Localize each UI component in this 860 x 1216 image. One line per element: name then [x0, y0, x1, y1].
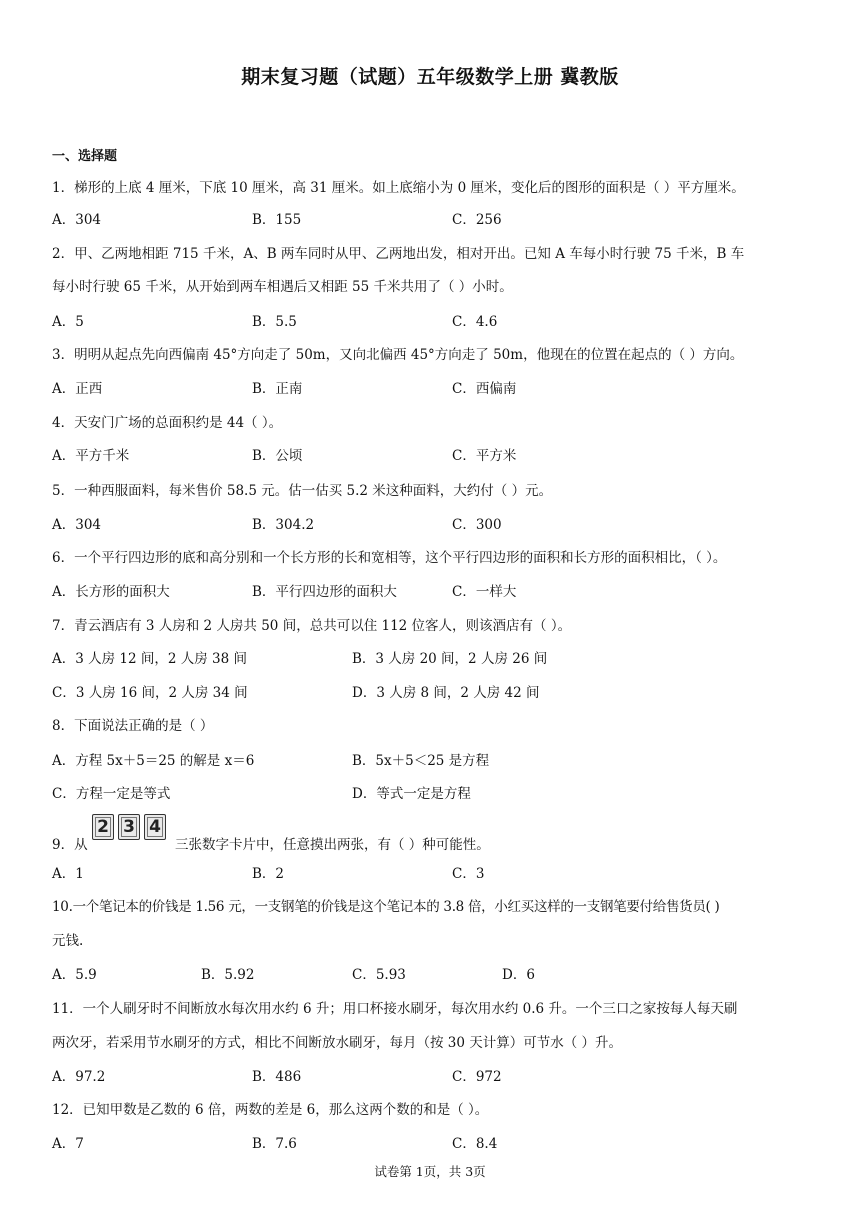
question-2-option-c[interactable]: C．4.6	[452, 314, 498, 330]
question-3-option-c[interactable]: C．西偏南	[452, 381, 517, 397]
question-3-option-a[interactable]: A．正西	[52, 381, 103, 397]
number-card-3	[118, 814, 140, 840]
question-4-option-c[interactable]: C．平方米	[452, 448, 517, 464]
question-11-option-c[interactable]: C．972	[452, 1069, 502, 1085]
question-12-text: 12．已知甲数是乙数的 6 倍，两数的差是 6，那么这两个数的和是（ ）。	[52, 1102, 489, 1118]
question-8-text: 8．下面说法正确的是（ ）	[52, 718, 214, 734]
question-5-text: 5．一种西服面料，每米售价 58.5 元。估一估买 5.2 米这种面料，大约付（ ）元。	[52, 483, 553, 499]
question-11-text-line2: 两次牙，若采用节水刷牙的方式，相比不间断放水刷牙，每月（按 30 天计算）可节水（ ）升。	[52, 1035, 623, 1051]
question-2-text-line1: 2．甲、乙两地相距 715 千米，A、B 两车同时从甲、乙两地出发，相对开出。已知 A 车每小时行驶 75 千米，B 车	[52, 246, 745, 262]
section-heading: 一、选择题	[52, 149, 118, 164]
question-1-option-a[interactable]: A．304	[52, 212, 102, 228]
question-9-option-b[interactable]: B．2	[252, 866, 285, 882]
question-9-option-c[interactable]: C．3	[452, 866, 485, 882]
question-6-option-c[interactable]: C．一样大	[452, 584, 517, 600]
question-7-text: 7．青云酒店有 3 人房和 2 人房共 50 间，总共可以住 112 位客人，则该酒店有（ ）。	[52, 618, 572, 634]
number-card-4	[144, 814, 166, 840]
question-10-option-d[interactable]: D．6	[502, 967, 535, 983]
question-8-option-c[interactable]: C．方程一定是等式	[52, 786, 171, 802]
question-9-option-a[interactable]: A．1	[52, 866, 84, 882]
question-11-option-a[interactable]: A．97.2	[52, 1069, 106, 1085]
question-6-text: 6．一个平行四边形的底和高分别和一个长方形的长和宽相等，这个平行四边形的面积和长方形的面积相比，（ ）。	[52, 550, 727, 566]
question-10-option-b[interactable]: B．5.92	[201, 967, 255, 983]
question-10-text-line2: 元钱.	[52, 933, 84, 949]
question-2-option-b[interactable]: B．5.5	[252, 314, 297, 330]
question-3-text: 3．明明从起点先向西偏南 45°方向走了 50m，又向北偏西 45°方向走了 50m，他现在的位置在起点的（ ）方向。	[52, 347, 744, 363]
question-5-option-a[interactable]: A．304	[52, 517, 102, 533]
number-card-3-digit: 3	[123, 817, 135, 837]
question-8-option-a[interactable]: A．方程 5x＋5＝25 的解是 x＝6	[52, 753, 255, 769]
question-6-option-a[interactable]: A．长方形的面积大	[52, 584, 170, 600]
number-card-2-digit: 2	[97, 817, 109, 837]
question-5-option-c[interactable]: C．300	[452, 517, 502, 533]
question-10-option-c[interactable]: C．5.93	[352, 967, 406, 983]
question-10-text-line1: 10.一个笔记本的价钱是 1.56 元，一支钢笔的价钱是这个笔记本的 3.8 倍，小红买这样的一支钢笔要付给售货员( )	[52, 899, 720, 915]
question-8-option-d[interactable]: D．等式一定是方程	[352, 786, 471, 802]
question-4-option-a[interactable]: A．平方千米	[52, 448, 130, 464]
question-6-option-b[interactable]: B．平行四边形的面积大	[252, 584, 397, 600]
question-10-option-a[interactable]: A．5.9	[52, 967, 97, 983]
question-4-text: 4．天安门广场的总面积约是 44（ ）。	[52, 415, 283, 431]
question-12-option-a[interactable]: A．7	[52, 1136, 84, 1152]
question-8-option-b[interactable]: B．5x＋5＜25 是方程	[352, 753, 490, 769]
question-11-option-b[interactable]: B．486	[252, 1069, 302, 1085]
question-3-option-b[interactable]: B．正南	[252, 381, 303, 397]
question-2-text-line2: 每小时行驶 65 千米，从开始到两车相遇后又相距 55 千米共用了（ ）小时。	[52, 279, 513, 295]
number-card-4-digit: 4	[149, 817, 161, 837]
question-9-prefix: 9．从	[52, 837, 88, 853]
question-4-option-b[interactable]: B．公顷	[252, 448, 303, 464]
question-1-option-c[interactable]: C．256	[452, 212, 502, 228]
question-11-text-line1: 11．一个人刷牙时不间断放水每次用水约 6 升；用口杯接水刷牙，每次用水约 0.6 升。一个三口之家按每人每天刷	[52, 1001, 738, 1017]
question-1-option-b[interactable]: B．155	[252, 212, 302, 228]
question-7-option-a[interactable]: A．3 人房 12 间，2 人房 38 间	[52, 651, 248, 667]
question-7-option-c[interactable]: C．3 人房 16 间，2 人房 34 间	[52, 685, 248, 701]
page-title: 期末复习题（试题）五年级数学上册 冀教版	[241, 66, 619, 88]
question-7-option-d[interactable]: D．3 人房 8 间，2 人房 42 间	[352, 685, 540, 701]
page-footer: 试卷第 1页，共 3页	[374, 1164, 486, 1179]
question-2-option-a[interactable]: A．5	[52, 314, 84, 330]
number-cards	[92, 814, 166, 840]
question-12-option-c[interactable]: C．8.4	[452, 1136, 498, 1152]
number-card-2	[92, 814, 114, 840]
question-9-suffix: 三张数字卡片中，任意摸出两张，有（ ）种可能性。	[175, 837, 490, 853]
question-1-text: 1．梯形的上底 4 厘米，下底 10 厘米，高 31 厘米。如上底缩小为 0 厘米，变化后的图形的面积是（ ）平方厘米。	[52, 180, 745, 196]
question-5-option-b[interactable]: B．304.2	[252, 517, 315, 533]
question-7-option-b[interactable]: B．3 人房 20 间，2 人房 26 间	[352, 651, 548, 667]
question-12-option-b[interactable]: B．7.6	[252, 1136, 297, 1152]
